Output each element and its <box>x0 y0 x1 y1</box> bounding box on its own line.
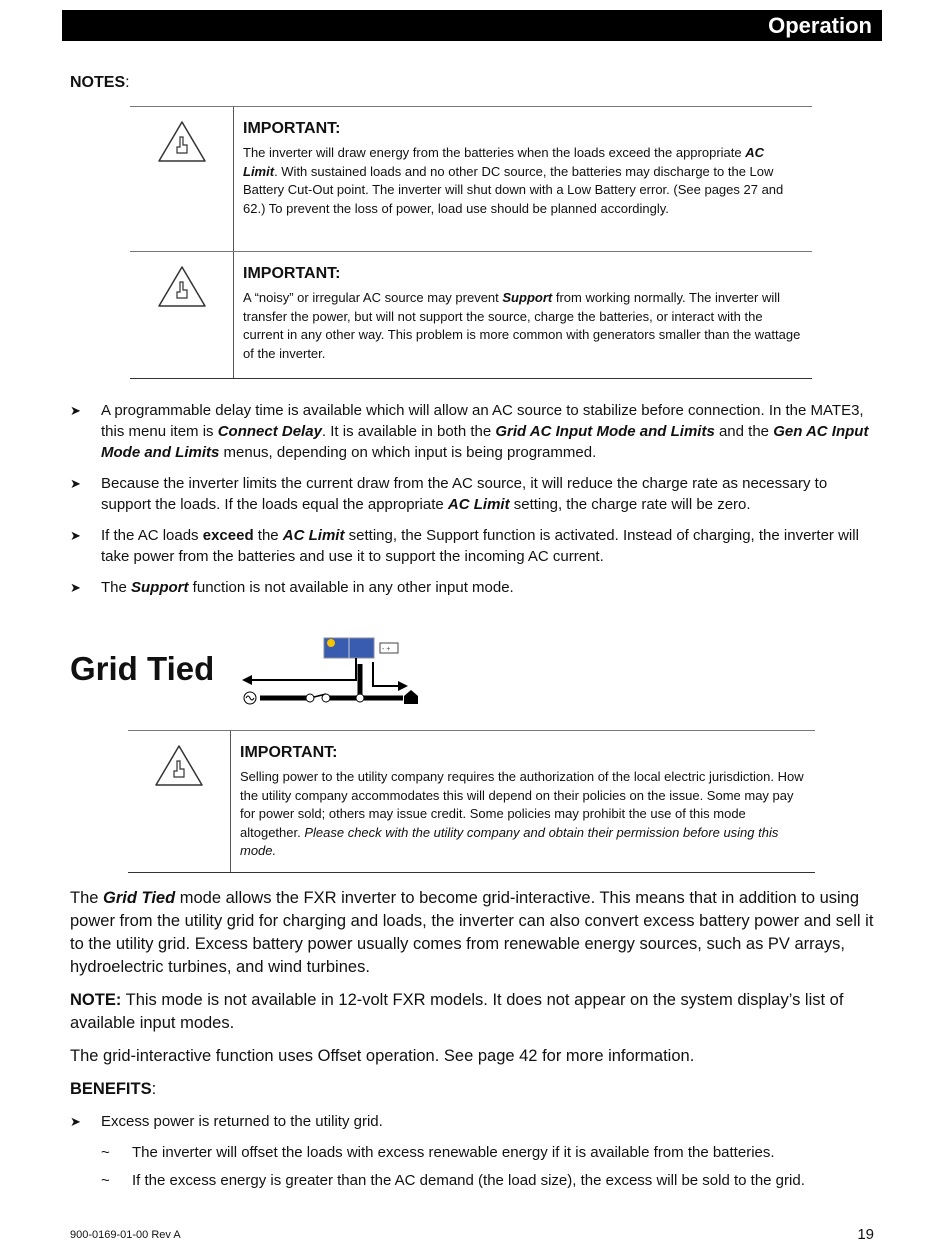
important-box <box>128 730 815 872</box>
arrow-bullet-icon: ➤ <box>70 1114 81 1129</box>
note-paragraph: NOTE: This mode is not available in 12-volt FXR models. It does not appear on the system display’s list of available input modes. <box>70 991 844 1032</box>
list-item: ➤ The Support function is not available in any other input mode. <box>70 579 514 596</box>
section-header-bar <box>62 10 882 41</box>
arrow-bullet-icon: ➤ <box>70 476 81 491</box>
ac-source-icon <box>244 692 256 704</box>
important-notes-table <box>130 106 812 379</box>
list-item: ➤ If the AC loads exceed the AC Limit setting, the Support function is activated. Instead of charging, the inverter will take power from the batteries and use it to support the incoming AC current. <box>70 527 859 565</box>
sub-list-item: ~ If the excess energy is greater than the AC demand (the load size), the excess will be sold to the grid. <box>101 1172 805 1189</box>
caution-hand-icon <box>130 252 234 378</box>
battery-icon <box>380 643 398 653</box>
tilde-bullet-icon: ~ <box>101 1144 110 1161</box>
benefits-list <box>70 1111 870 1198</box>
benefits-heading: BENEFITS: <box>70 1080 157 1098</box>
page-number: 19 <box>857 1226 874 1243</box>
notes-bullet-list <box>70 400 870 608</box>
section-title: Operation <box>768 13 872 38</box>
list-item: ➤ Because the inverter limits the current draw from the AC source, it will reduce the charge rate as necessary to support the loads. If the loads equal the appropriate AC Limit setting, the charge rate will be zero. <box>70 475 828 513</box>
solar-panel-icon <box>324 638 374 658</box>
document-number: 900-0169-01-00 Rev A <box>70 1229 181 1241</box>
paragraph: The grid-interactive function uses Offset operation. See page 42 for more information. <box>70 1047 695 1065</box>
tilde-bullet-icon: ~ <box>101 1172 110 1189</box>
grid-tied-body <box>70 887 880 1111</box>
notes-heading: NOTES: <box>70 74 130 91</box>
house-load-icon <box>404 690 418 704</box>
important-heading: IMPORTANT: <box>243 120 341 137</box>
arrow-bullet-icon: ➤ <box>70 528 81 543</box>
grid-tied-important-table <box>128 730 815 873</box>
sub-list-item: ~ The inverter will offset the loads with excess renewable energy if it is available from the batteries. <box>101 1144 775 1161</box>
important-text: The inverter will draw energy from the batteries when the loads exceed the appropriate AC Limit. With sustained loads and no other DC source, the batteries may discharge to the Low Battery Cut-Out point. The inverter will shut down with a Low Battery error. (See pages 27 and 62.) To prevent the loss of power, load use should be planned accordingly. <box>243 145 784 216</box>
list-item: ➤ Excess power is returned to the utility grid. <box>70 1113 383 1130</box>
important-text: A “noisy” or irregular AC source may prevent Support from working normally. The inverter will transfer the power, but will not support the source, charge the batteries, or interact with the current in any other way. This problem is more common with generators smaller than the wattage of the inverter. <box>243 290 801 361</box>
svg-text:- +: - + <box>382 646 391 653</box>
arrow-bullet-icon: ➤ <box>70 580 81 595</box>
important-heading: IMPORTANT: <box>243 265 341 282</box>
list-item: ➤ A programmable delay time is available which will allow an AC source to stabilize before connection. In the MATE3, this menu item is Connect Delay. It is available in both the Grid AC Input Mode and Limits and the Gen AC Input Mode and Limits menus, depending on which input is being programmed. <box>70 402 869 461</box>
grid-tied-heading: Grid Tied <box>70 650 215 687</box>
arrow-bullet-icon: ➤ <box>70 403 81 418</box>
important-box <box>130 106 812 251</box>
important-heading: IMPORTANT: <box>240 744 338 761</box>
caution-hand-icon <box>130 107 234 251</box>
important-box <box>130 251 812 378</box>
grid-tied-power-flow-diagram <box>238 634 423 708</box>
important-text: Selling power to the utility company requires the authorization of the local electric jurisdiction. How the utility company accommodates this will depend on their policies on the issue. Some may pay for power sold; others may issue credit. Some policies may prohibit the use of this mode altogether. Please check with the utility company and obtain their permission before using this mode. <box>240 769 804 859</box>
caution-hand-icon <box>128 731 231 872</box>
paragraph: The Grid Tied mode allows the FXR inverter to become grid-interactive. This means that in addition to using power from the utility grid for charging and loads, the inverter can also convert excess battery power and sell it to the utility grid. Excess battery power usually comes from renewable energy sources, such as PV arrays, hydroelectric turbines, and wind turbines. <box>70 889 874 976</box>
